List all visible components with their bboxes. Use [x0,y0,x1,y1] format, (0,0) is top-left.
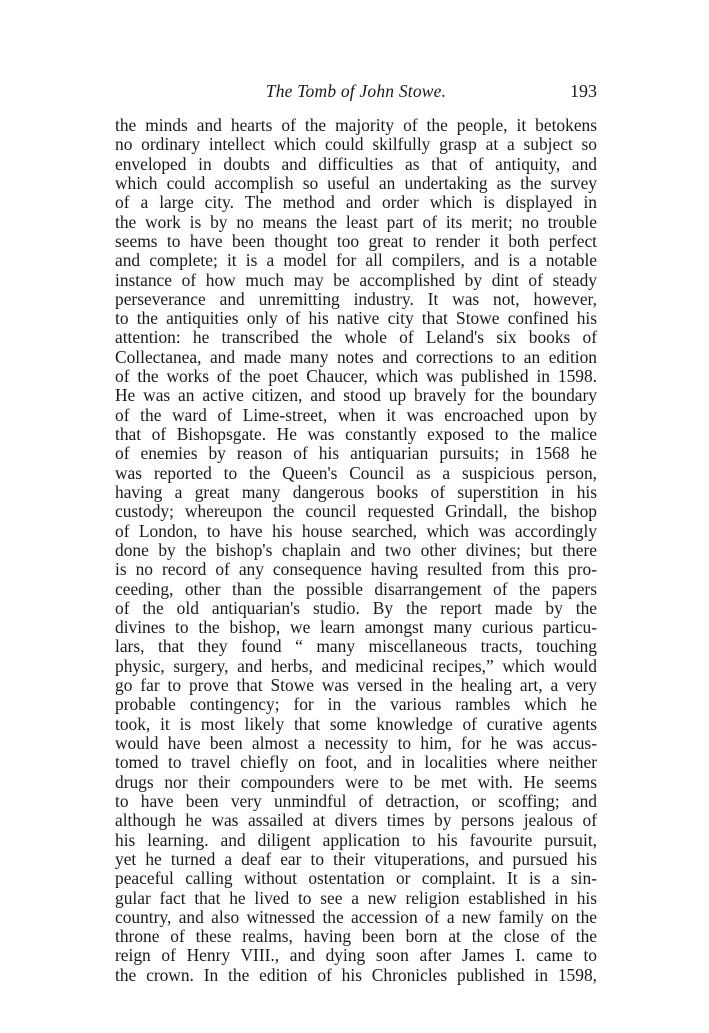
running-title: The Tomb of John Stowe. [265,81,447,101]
text-line: no ordinary intellect which could skilfully grasp at a subject so [115,134,597,155]
text-line: gular fact that he lived to see a new religion established in his [115,887,597,908]
text-line: divines to the bishop, we learn amongst many curious particu- [115,617,597,638]
text-line: which could accomplish so useful an undertaking as the survey [115,172,597,193]
text-line: drugs nor their compounders were to be met with. He seems [115,771,597,792]
text-line: of the ward of Lime-street, when it was encroached upon by [115,404,597,425]
text-line: peaceful calling without ostentation or complaint. It is a sin- [115,868,597,889]
body-text [115,116,597,985]
text-line: probable contingency; for in the various rambles which he [115,694,597,715]
text-line: ceeding, other than the possible disarrangement of the papers [115,578,597,599]
text-line: perseverance and unremitting industry. It was not, however, [115,288,597,309]
text-line: having a great many dangerous books of superstition in his [115,481,597,502]
text-line: throne of these realms, having been born at the close of the [115,926,597,947]
text-line: done by the bishop's chaplain and two other divines; but there [115,539,597,560]
text-line: tomed to travel chiefly on foot, and in localities where neither [115,752,597,773]
text-line: that of Bishopsgate. He was constantly exposed to the malice [115,424,597,444]
text-line: to have been very unmindful of detraction, or scoffing; and [115,790,597,811]
text-line: of London, to have his house searched, which was accordingly [115,520,597,541]
text-line: enveloped in doubts and difficulties as that of antiquity, and [115,153,597,174]
text-line: yet he turned a deaf ear to their vituperations, and pursued his [115,848,597,869]
text-line: reign of Henry VIII., and dying soon after James I. came to [115,945,597,966]
page-number: 193 [570,81,597,101]
text-line: country, and also witnessed the accession of a new family on the [115,906,597,927]
text-line: the crown. In the edition of his Chronicles published in 1598, [115,964,597,985]
running-head [115,79,597,103]
text-line: seems to have been thought too great to render it both perfect [115,230,597,251]
text-line: the work is by no means the least part of its merit; no trouble [115,211,597,232]
text-line: took, it is most likely that some knowledge of curative agents [115,713,597,734]
text-line: would have been almost a necessity to him, for he was accus- [115,733,597,753]
text-line: instance of how much may be accomplished by dint of steady [115,269,597,290]
text-line: lars, that they found “ many miscellaneous tracts, touching [115,636,597,657]
text-line: his learning. and diligent application to his favourite pursuit, [115,829,597,850]
text-line: is no record of any consequence having resulted from this pro- [115,559,597,580]
text-line: physic, surgery, and herbs, and medicinal recipes,” which would [115,655,597,676]
text-line: of a large city. The method and order which is displayed in [115,192,597,213]
text-line: was reported to the Queen's Council as a suspicious person, [115,462,597,483]
text-line: custody; whereupon the council requested Grindall, the bishop [115,501,597,522]
text-line: of enemies by reason of his antiquarian pursuits; in 1568 he [115,443,597,464]
text-line: of the works of the poet Chaucer, which was published in 1598. [115,366,597,387]
text-line: He was an active citizen, and stood up bravely for the boundary [115,385,597,406]
text-line: and complete; it is a model for all compilers, and is a notable [115,250,597,271]
text-line: go far to prove that Stowe was versed in the healing art, a very [115,675,597,696]
text-line: attention: he transcribed the whole of Leland's six books of [115,327,597,348]
text-line: the minds and hearts of the majority of the people, it betokens [115,115,597,135]
text-line: Collectanea, and made many notes and corrections to an edition [115,346,597,367]
text-line: of the old antiquarian's studio. By the report made by the [115,597,597,618]
text-line: although he was assailed at divers times by persons jealous of [115,810,597,831]
text-line: to the antiquities only of his native city that Stowe confined his [115,308,597,329]
